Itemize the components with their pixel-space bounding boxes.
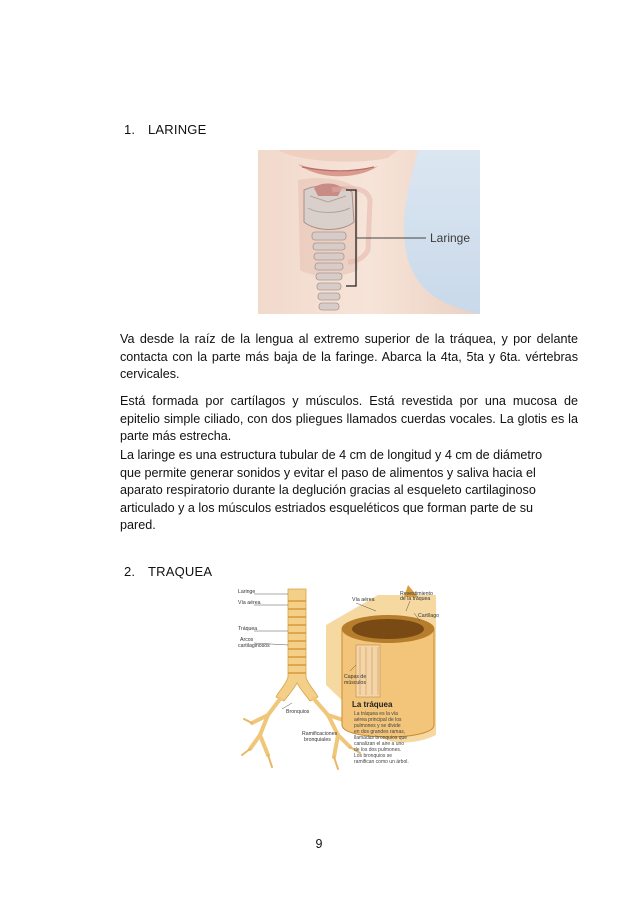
figure-label: Vía aérea — [352, 597, 375, 603]
trachea-illustration — [238, 585, 446, 777]
figure-label: de la tráquea — [400, 596, 431, 602]
caption-line: ramifican como un árbol. — [354, 759, 409, 765]
section-heading-laringe — [124, 122, 206, 137]
figure-label: Revestimiento — [400, 591, 433, 597]
figure-label: Arcos — [240, 637, 254, 643]
caption-line: aérea principal de los — [354, 717, 402, 723]
figure-label: músculos — [344, 680, 366, 686]
figure-label: Vía aérea — [238, 600, 261, 606]
figure-label: Cartílago — [418, 613, 440, 619]
figure-label: Laringe — [430, 231, 471, 245]
paragraph: La laringe es una estructura tubular de 4 cm de longitud y 4 cm de diámetro que permite generar sonidos y evitar el paso de alimentos y saliva hacia el aparato respiratorio durante la deglución gracias al esqueleto cartilaginoso articulado y a los músculos estriados esqueléticos que forman parte de su pared. — [120, 448, 543, 532]
figure-label: Capas de — [344, 674, 367, 680]
paragraph: Va desde la raíz de la lengua al extremo superior de la tráquea, y por delante contacta con la parte más baja de la faringe. Abarca la 4ta, 5ta y 6ta. vértebras cervicales. — [120, 332, 578, 381]
caption-line: canalizan el aire a uno — [354, 741, 405, 747]
caption-line: en dos grandes ramas, — [354, 729, 406, 735]
section-number: 2. — [124, 564, 136, 579]
section-heading-traquea — [124, 564, 212, 579]
section-number: 1. — [124, 122, 136, 137]
page-number: 9 — [315, 837, 323, 851]
figure-label: cartilaginosos — [238, 643, 270, 649]
caption-line: La tráquea es la vía — [354, 711, 398, 717]
figure-label: bronquiales — [304, 737, 331, 743]
figure-label: Bronquios — [286, 709, 310, 715]
larynx-illustration — [258, 150, 480, 314]
caption-line: pulmones y se divide — [354, 723, 401, 729]
section-title: TRAQUEA — [148, 564, 213, 579]
figure-label: Laringe — [238, 589, 256, 595]
paragraph: Está formada por cartílagos y músculos. Está revestida por una mucosa de epitelio simple ciliado, con dos pliegues llamados cuerdas vocales. La glotis es la parte más estrecha. — [120, 394, 578, 443]
section-title: LARINGE — [148, 122, 207, 137]
figure-label: Ramificaciones — [302, 731, 338, 737]
caption-line: Los bronquios se — [354, 753, 393, 759]
figure-label: Tráquea — [238, 626, 258, 632]
caption-line: de los dos pulmones. — [354, 747, 402, 753]
caption-line: llamadas bronquios que — [354, 735, 408, 741]
caption-title: La tráquea — [352, 700, 393, 709]
